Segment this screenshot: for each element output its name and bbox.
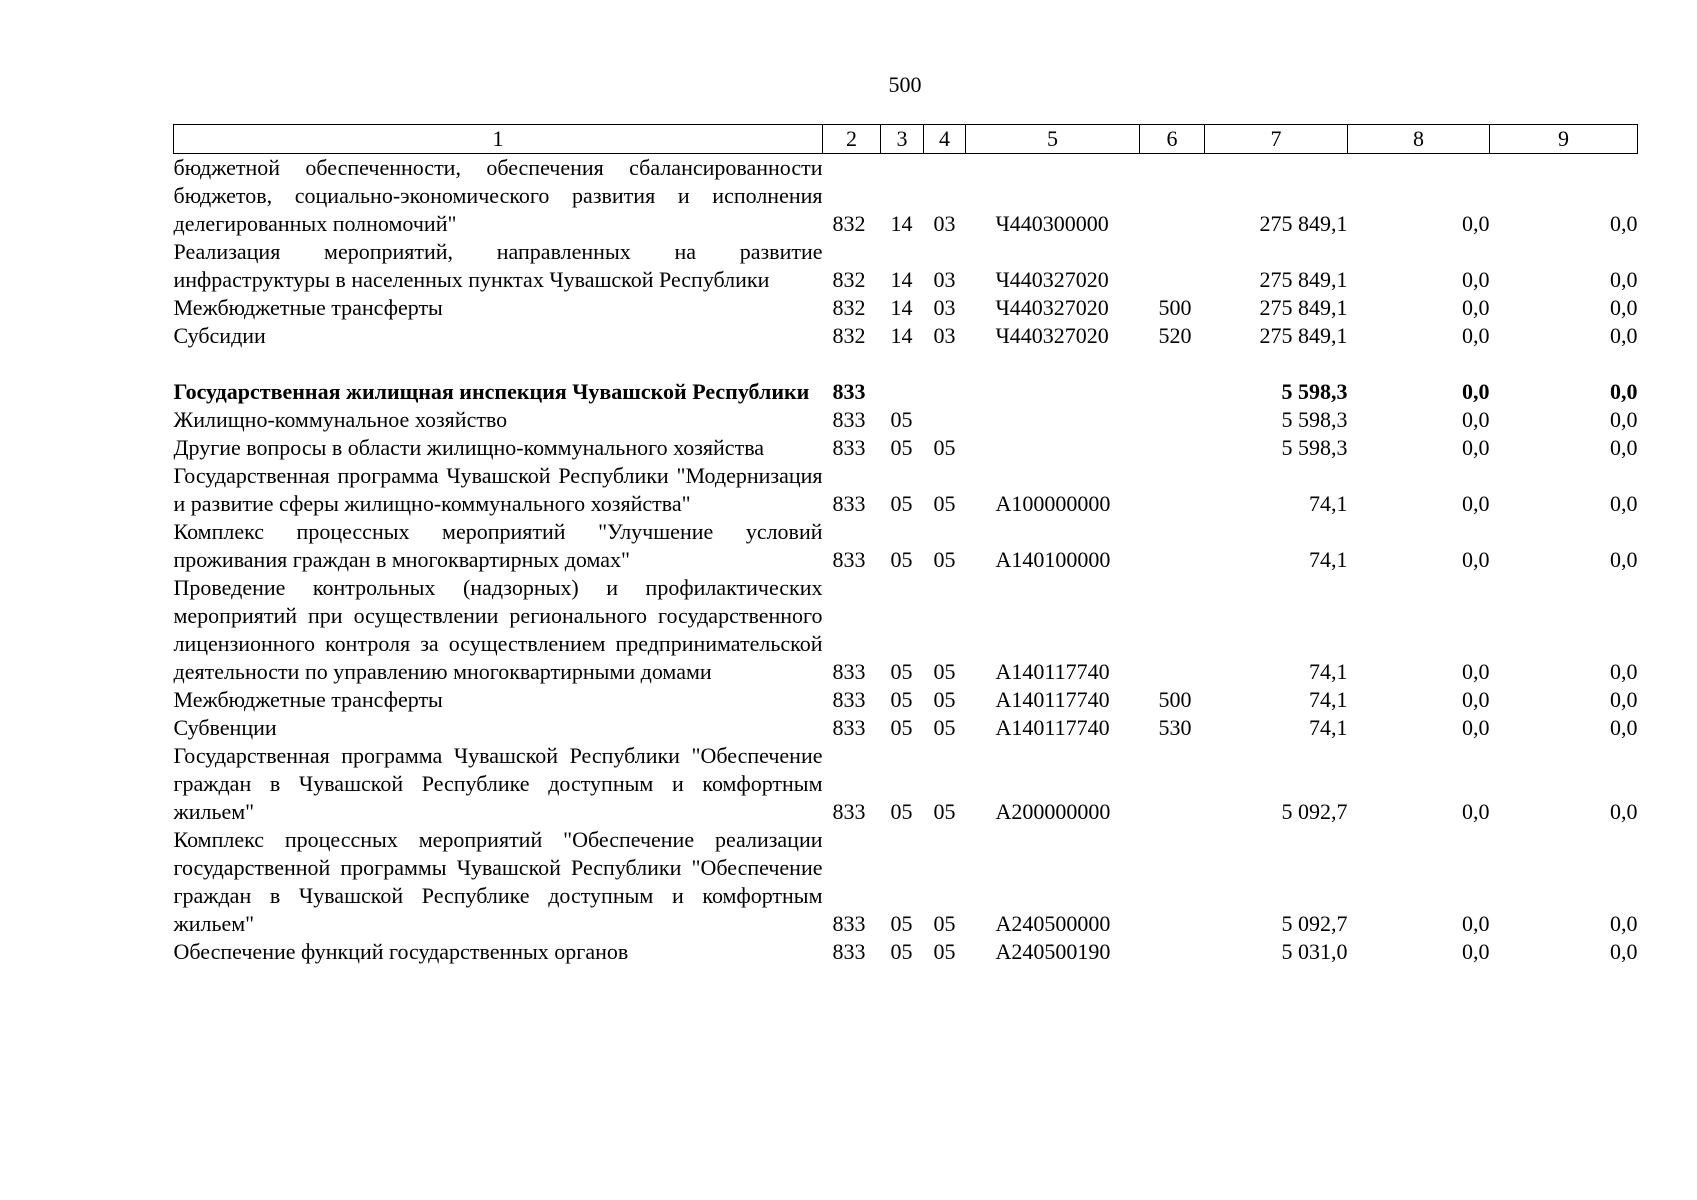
table-row [174,294,1638,322]
row-description: Межбюджетные трансферты [173,687,443,712]
row-description: Другие вопросы в области жилищно-коммунального хозяйства [173,435,765,460]
cell-ministry-code: 832 [832,211,866,236]
cell-amount-year-3: 0,0 [1610,379,1638,404]
row-description: Межбюджетные трансферты [173,295,443,320]
cell-subsection: 03 [933,295,956,320]
table-body [174,154,1638,967]
cell-expense-type [1140,406,1205,434]
cell-section: 05 [890,659,913,684]
column-header: 1 [174,125,823,154]
cell-subsection: 05 [933,687,956,712]
cell-target-article: Ч440327020 [995,323,1109,348]
cell-amount-year-3: 0,0 [1610,939,1638,964]
cell-subsection: 05 [933,491,956,516]
cell-subsection: 03 [933,211,956,236]
cell-amount-year-2: 0,0 [1462,435,1490,460]
cell-ministry-code: 832 [832,267,866,292]
cell-amount-year-3: 0,0 [1610,715,1638,740]
row-description: Реализация мероприятий, направленных на развитие инфраструктуры в населенных пунктах Чувашской Республики [173,239,823,292]
cell-expense-type [1140,742,1205,826]
cell-amount-year-2: 0,0 [1462,939,1490,964]
cell-ministry-code: 832 [832,323,866,348]
cell-amount-year-3: 0,0 [1610,659,1638,684]
row-description: Проведение контрольных (надзорных) и профилактических мероприятий при осуществлении регионального государственного лицензионного контроля за осуществлением предпринимательской деятельности по управлению многоквартирными домами [173,575,823,684]
row-description: бюджетной обеспеченности, обеспечения сбалансированности бюджетов, социально-экономического развития и исполнения делегированных полномочий" [173,155,823,236]
row-description: Государственная программа Чувашской Республики "Модернизация и развитие сферы жилищно-коммунального хозяйства" [173,463,823,516]
table-row [174,574,1638,686]
cell-expense-type: 500 [1158,687,1192,712]
table-row [174,686,1638,714]
cell-section: 14 [890,295,913,320]
cell-section: 05 [890,939,913,964]
spacer-cell [174,350,1638,378]
cell-section: 05 [890,799,913,824]
cell-amount-year-1: 5 598,3 [1281,379,1348,404]
cell-amount-year-1: 275 849,1 [1259,295,1348,320]
cell-section: 05 [890,491,913,516]
cell-amount-year-1: 74,1 [1309,491,1348,516]
cell-ministry-code: 833 [832,911,866,936]
cell-amount-year-2: 0,0 [1462,407,1490,432]
cell-section: 14 [890,211,913,236]
budget-table [173,124,1638,966]
cell-subsection: 03 [933,267,956,292]
table-row [174,322,1638,350]
cell-amount-year-1: 74,1 [1309,687,1348,712]
cell-ministry-code: 833 [832,939,866,964]
cell-target-article [966,378,1140,406]
cell-amount-year-1: 5 092,7 [1281,799,1348,824]
cell-amount-year-2: 0,0 [1462,547,1490,572]
cell-section: 05 [890,687,913,712]
column-header: 2 [823,125,881,154]
cell-subsection [924,406,966,434]
cell-amount-year-1: 275 849,1 [1259,323,1348,348]
cell-amount-year-3: 0,0 [1610,295,1638,320]
cell-ministry-code: 833 [832,379,866,404]
cell-amount-year-1: 74,1 [1309,659,1348,684]
cell-ministry-code: 833 [832,659,866,684]
cell-amount-year-1: 5 031,0 [1281,939,1348,964]
cell-expense-type [1140,938,1205,966]
table-row [174,826,1638,938]
column-header: 8 [1348,125,1490,154]
cell-amount-year-1: 275 849,1 [1259,211,1348,236]
cell-amount-year-2: 0,0 [1462,379,1490,404]
cell-target-article: A240500190 [995,939,1111,964]
cell-ministry-code: 833 [832,491,866,516]
page-number: 500 [888,72,922,97]
cell-target-article: Ч440327020 [995,295,1109,320]
cell-section [881,378,924,406]
cell-subsection: 03 [933,323,956,348]
cell-section: 14 [890,323,913,348]
table-row [174,238,1638,294]
cell-target-article: Ч440327020 [995,267,1109,292]
cell-subsection: 05 [933,939,956,964]
cell-section: 05 [890,911,913,936]
cell-amount-year-2: 0,0 [1462,659,1490,684]
cell-amount-year-3: 0,0 [1610,323,1638,348]
cell-amount-year-2: 0,0 [1462,687,1490,712]
cell-amount-year-3: 0,0 [1610,211,1638,236]
table-row [174,154,1638,239]
row-description: Жилищно-коммунальное хозяйство [173,407,508,432]
cell-target-article: A140117740 [995,715,1110,740]
cell-expense-type [1140,378,1205,406]
cell-amount-year-3: 0,0 [1610,799,1638,824]
cell-subsection [924,378,966,406]
cell-amount-year-3: 0,0 [1610,911,1638,936]
cell-amount-year-2: 0,0 [1462,323,1490,348]
cell-target-article [966,406,1140,434]
cell-amount-year-2: 0,0 [1462,267,1490,292]
table-row [174,518,1638,574]
cell-amount-year-3: 0,0 [1610,547,1638,572]
cell-ministry-code: 833 [832,407,866,432]
row-description: Комплекс процессных мероприятий "Обеспечение реализации государственной программы Чувашской Республики "Обеспечение граждан в Чувашской Республике доступным и комфортным жильем" [173,827,823,936]
cell-amount-year-1: 5 598,3 [1281,435,1348,460]
cell-expense-type: 520 [1158,323,1192,348]
cell-amount-year-3: 0,0 [1610,491,1638,516]
cell-amount-year-2: 0,0 [1462,211,1490,236]
cell-amount-year-3: 0,0 [1610,267,1638,292]
cell-subsection: 05 [933,911,956,936]
row-description: Государственная жилищная инспекция Чувашской Республики [173,379,810,404]
cell-amount-year-2: 0,0 [1462,295,1490,320]
cell-subsection: 05 [933,435,956,460]
cell-amount-year-1: 5 598,3 [1281,407,1348,432]
cell-expense-type [1140,154,1205,239]
cell-section: 05 [890,715,913,740]
column-header: 7 [1205,125,1348,154]
cell-section: 05 [890,547,913,572]
cell-section: 14 [890,267,913,292]
table-row [174,462,1638,518]
cell-subsection: 05 [933,715,956,740]
cell-target-article: A140100000 [995,547,1111,572]
row-description: Обеспечение функций государственных органов [173,939,629,964]
cell-amount-year-2: 0,0 [1462,491,1490,516]
cell-section: 05 [890,407,913,432]
cell-target-article: A140117740 [995,687,1110,712]
cell-ministry-code: 832 [832,295,866,320]
column-header: 4 [924,125,966,154]
cell-expense-type: 500 [1158,295,1192,320]
cell-amount-year-1: 5 092,7 [1281,911,1348,936]
row-description: Субвенции [173,715,277,740]
table-header-row [174,125,1638,154]
table-row [174,742,1638,826]
cell-ministry-code: 833 [832,799,866,824]
cell-amount-year-2: 0,0 [1462,799,1490,824]
table-row [174,938,1638,966]
cell-amount-year-1: 74,1 [1309,715,1348,740]
cell-target-article: Ч440300000 [995,211,1109,236]
cell-target-article: A200000000 [995,799,1111,824]
table-row [174,378,1638,406]
row-description: Субсидии [173,323,266,348]
cell-subsection: 05 [933,547,956,572]
column-header: 6 [1140,125,1205,154]
cell-amount-year-3: 0,0 [1610,407,1638,432]
cell-subsection: 05 [933,799,956,824]
cell-ministry-code: 833 [832,687,866,712]
column-header: 9 [1490,125,1638,154]
row-description: Государственная программа Чувашской Республики "Обеспечение граждан в Чувашской Республике доступным и комфортным жильем" [173,743,823,824]
table-row [174,434,1638,462]
cell-expense-type: 530 [1158,715,1192,740]
cell-amount-year-3: 0,0 [1610,435,1638,460]
cell-expense-type [1140,826,1205,938]
row-spacer [174,350,1638,378]
cell-amount-year-1: 275 849,1 [1259,267,1348,292]
cell-amount-year-2: 0,0 [1462,911,1490,936]
cell-expense-type [1140,434,1205,462]
cell-target-article: A100000000 [995,491,1111,516]
cell-ministry-code: 833 [832,715,866,740]
cell-expense-type [1140,574,1205,686]
cell-expense-type [1140,238,1205,294]
cell-expense-type [1140,518,1205,574]
cell-target-article: A240500000 [995,911,1111,936]
cell-target-article: A140117740 [995,659,1110,684]
column-header: 3 [881,125,924,154]
table-row [174,406,1638,434]
cell-target-article [966,434,1140,462]
cell-amount-year-2: 0,0 [1462,715,1490,740]
cell-ministry-code: 833 [832,435,866,460]
cell-section: 05 [890,435,913,460]
row-description: Комплекс процессных мероприятий "Улучшение условий проживания граждан в многоквартирных домах" [173,519,823,572]
cell-amount-year-1: 74,1 [1309,547,1348,572]
cell-expense-type [1140,462,1205,518]
column-header: 5 [966,125,1140,154]
cell-subsection: 05 [933,659,956,684]
table-row [174,714,1638,742]
cell-amount-year-3: 0,0 [1610,687,1638,712]
cell-ministry-code: 833 [832,547,866,572]
